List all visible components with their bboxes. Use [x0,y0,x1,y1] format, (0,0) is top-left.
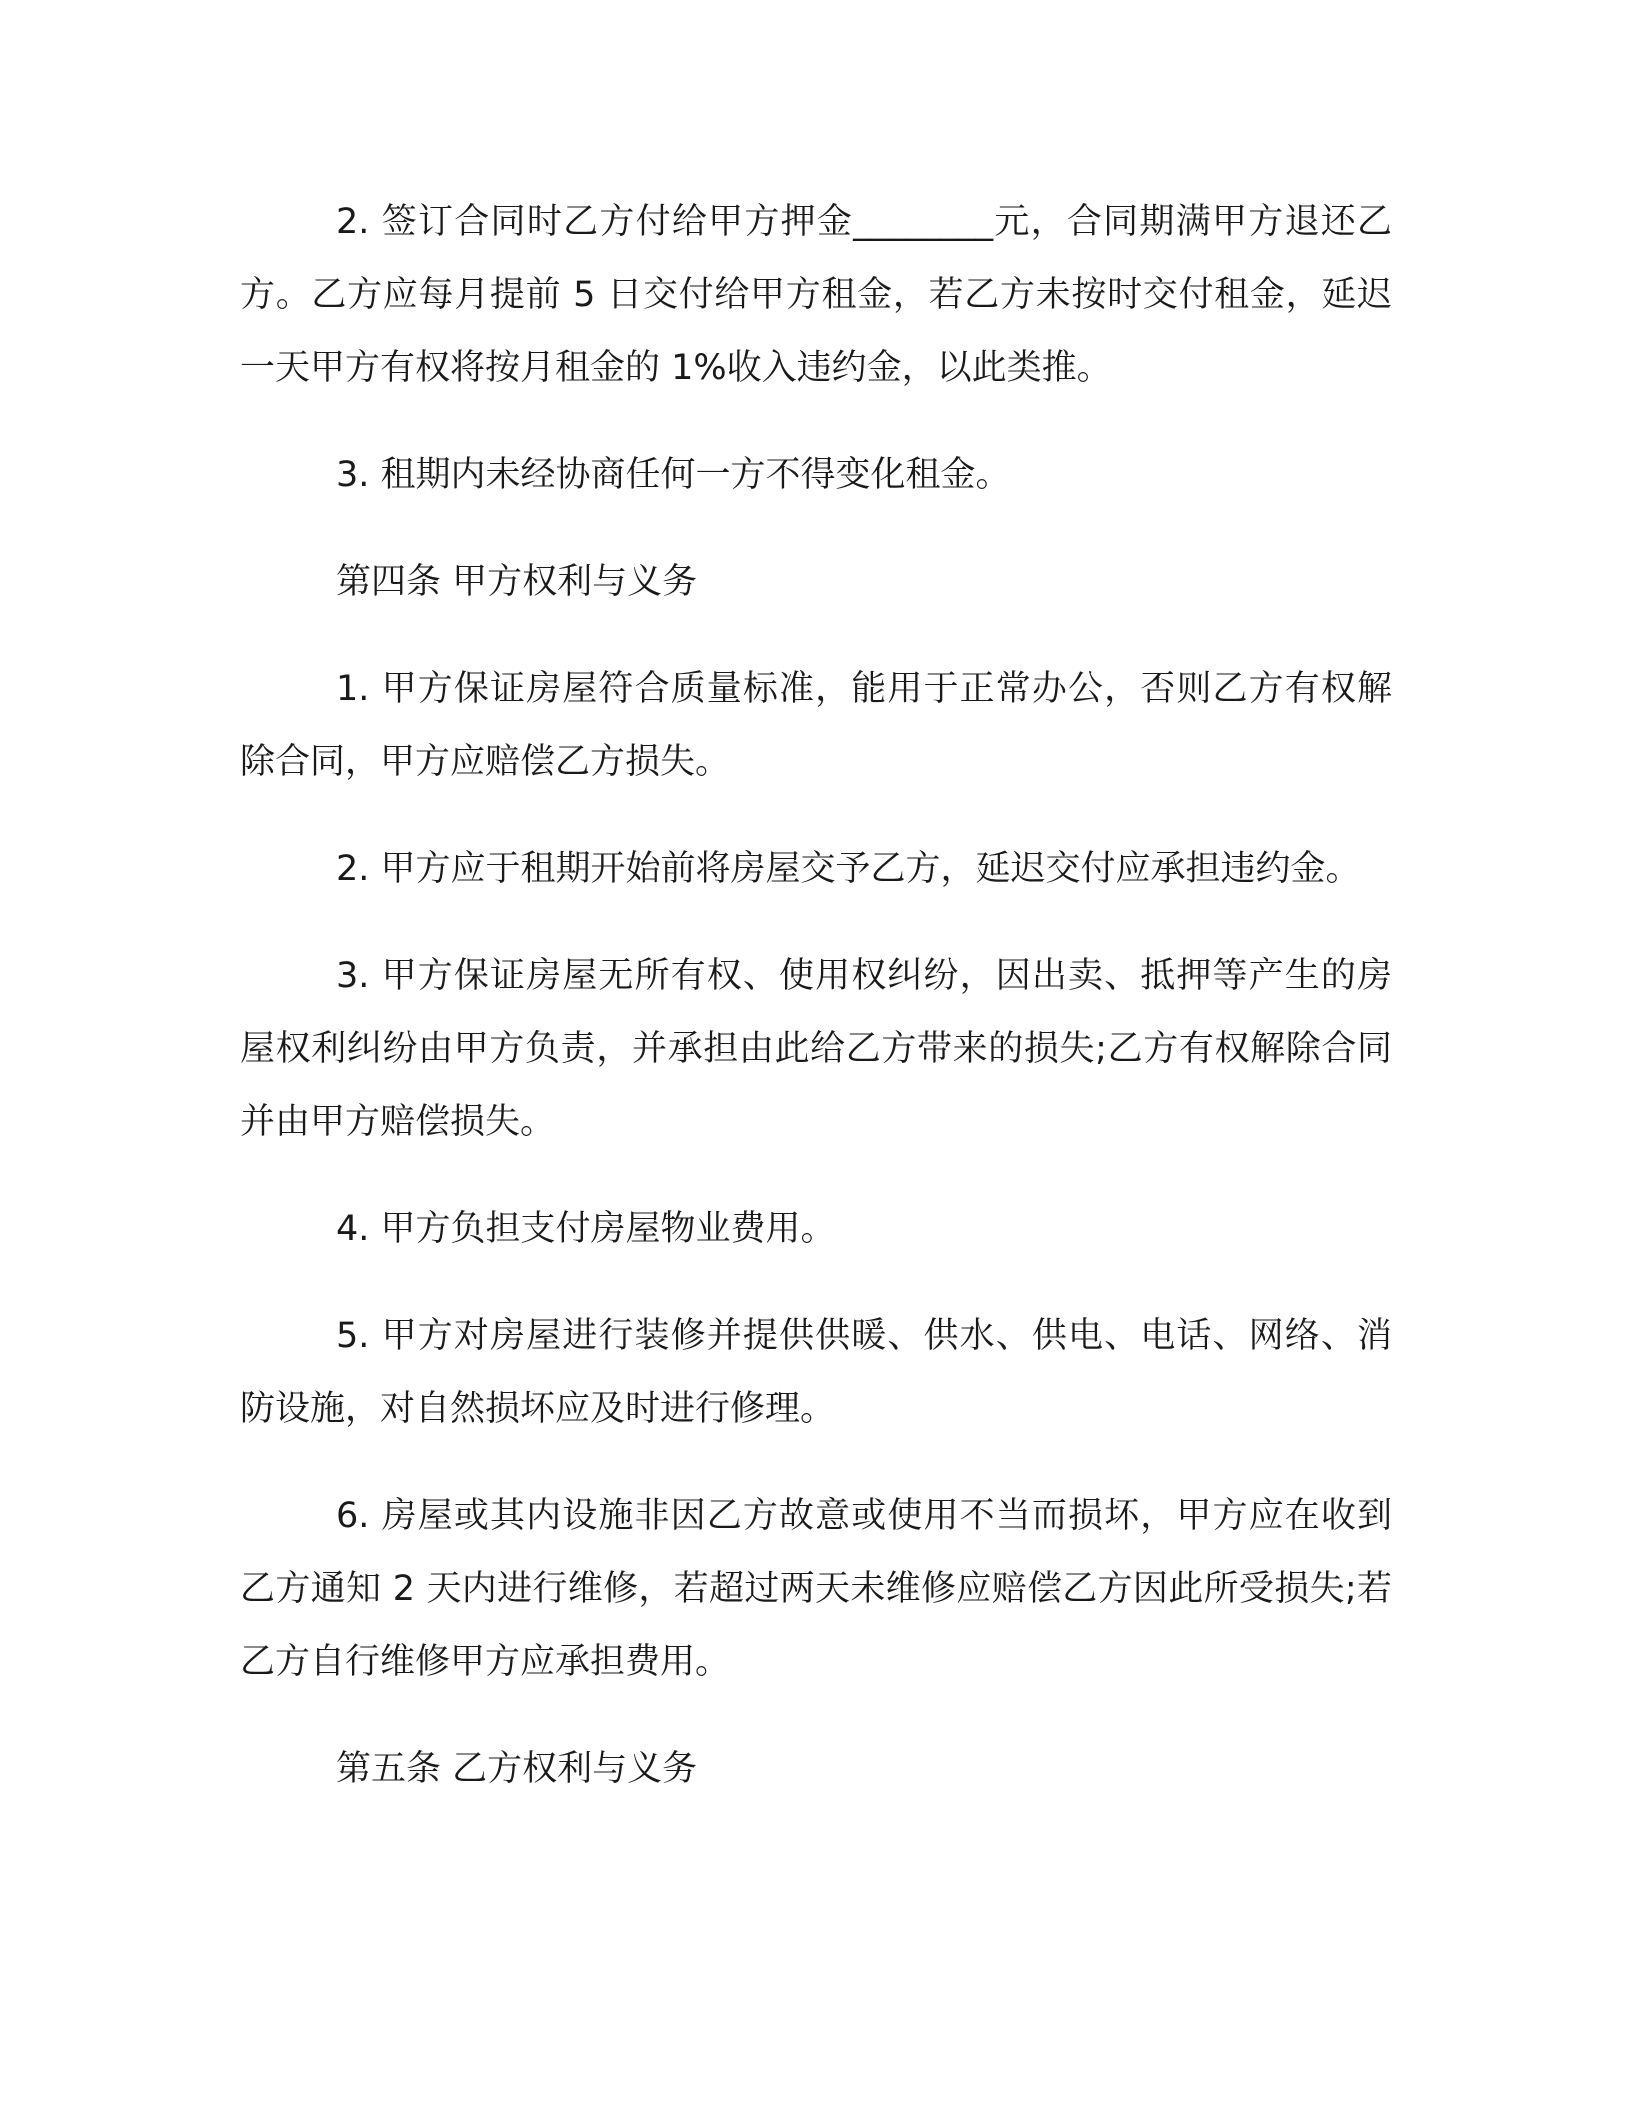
article-4-item-6: 6. 房屋或其内设施非因乙方故意或使用不当而损坏，甲方应在收到乙方通知 2 天内进行维修，若超过两天未维修应赔偿乙方因此所受损失;若乙方自行维修甲方应承担费用。 [240,1496,1392,1682]
paragraph-rent-unchanged: 3. 租期内未经协商任何一方不得变化租金。 [336,455,1011,495]
article-4-item-3: 3. 甲方保证房屋无所有权、使用权纠纷，因出卖、抵押等产生的房屋权利纠纷由甲方负责，并承担由此给乙方带来的损失;乙方有权解除合同并由甲方赔偿损失。 [240,956,1392,1142]
paragraph-deposit-and-rent-payment: 2. 签订合同时乙方付给甲方押金________元，合同期满甲方退还乙方。乙方应每月提前 5 日交付给甲方租金，若乙方未按时交付租金，延迟一天甲方有权将按月租金的 1%收入违约金，以此类推。 [240,202,1392,388]
document-body [240,186,1392,1840]
article-4-item-4: 4. 甲方负担支付房屋物业费用。 [336,1209,836,1249]
article-5-heading: 第五条 乙方权利与义务 [336,1749,698,1789]
article-4-item-2: 2. 甲方应于租期开始前将房屋交予乙方，延迟交付应承担违约金。 [336,849,1361,889]
article-4-heading: 第四条 甲方权利与义务 [336,562,698,602]
article-4-item-1: 1. 甲方保证房屋符合质量标准，能用于正常办公，否则乙方有权解除合同，甲方应赔偿乙方损失。 [240,669,1392,782]
article-4-item-5: 5. 甲方对房屋进行装修并提供供暖、供水、供电、电话、网络、消防设施，对自然损坏应及时进行修理。 [240,1316,1392,1429]
